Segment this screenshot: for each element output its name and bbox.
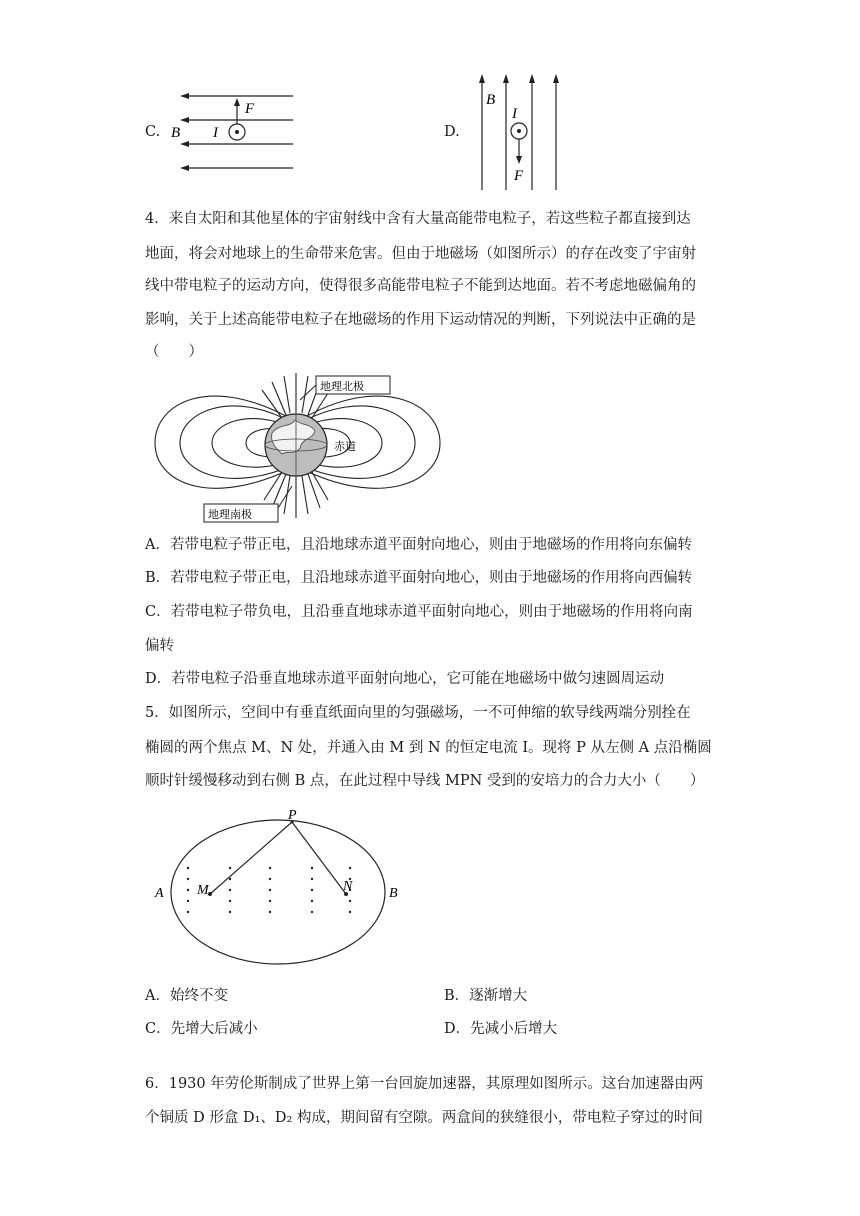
q5-option-b: B．逐渐增大: [444, 988, 528, 1004]
q4-stem-line-2: 地面，将会对地球上的生命带来危害。但由于地磁场（如图所示）的存在改变了宇宙射: [145, 246, 696, 262]
q4-stem-line-4: 影响，关于上述高能带电粒子在地磁场的作用下运动情况的判断，下列说法中正确的是: [145, 312, 696, 328]
north-pole-label: 地理北极: [320, 381, 364, 393]
q5-stem-line-1: 5．如图所示，空间中有垂直纸面向里的匀强磁场，一不可伸缩的软导线两端分别拴在: [145, 705, 691, 721]
q3-figure-c: [165, 86, 300, 176]
q3-option-c-label: C.: [145, 124, 161, 140]
q4-answer-bracket: （ ）: [145, 344, 203, 360]
q5-option-a: A．始终不变: [145, 988, 228, 1004]
field-label: B: [171, 125, 181, 141]
force-label: F: [245, 101, 255, 117]
earth-magnetic-field-figure: [150, 368, 450, 528]
field-label: B: [486, 92, 496, 108]
south-pole-label: 地理南极: [208, 509, 252, 521]
q4-stem-line-3: 线中带电粒子的运动方向，使得很多高能带电粒子不能到达地面。若不考虑地磁偏角的: [145, 278, 696, 294]
equator-label: 赤道: [334, 441, 356, 453]
force-label: F: [514, 168, 524, 184]
q6-stem-line-2: 个铜质 D 形盒 D₁、D₂ 构成，期间留有空隙。两盒间的狭缝很小，带电粒子穿过的时间: [145, 1110, 703, 1126]
q3-figure-d: [470, 68, 570, 192]
q4-option-c: C．若带电粒子带负电，且沿垂直地球赤道平面射向地心，则由于地磁场的作用将向南: [145, 604, 693, 620]
wire-mpn: [210, 822, 346, 894]
point-a-label: A: [155, 886, 164, 901]
q4-option-c-continued: 偏转: [145, 638, 174, 654]
point-p-label: P: [288, 808, 297, 823]
point-b-label: B: [389, 886, 398, 901]
current-label: I: [512, 106, 517, 122]
q4-stem-line-1: 4．来自太阳和其他星体的宇宙射线中含有大量高能带电粒子，若这些粒子都直接到达: [145, 211, 691, 227]
q4-option-d: D．若带电粒子沿垂直地球赤道平面射向地心，它可能在地磁场中做匀速圆周运动: [145, 671, 665, 687]
ellipse-wire-figure: [150, 808, 410, 976]
point-m-label: M: [197, 883, 209, 898]
q4-option-a: A．若带电粒子带正电，且沿地球赤道平面射向地心，则由于地磁场的作用将向东偏转: [145, 537, 692, 553]
q4-option-b: B．若带电粒子带正电，且沿地球赤道平面射向地心，则由于地磁场的作用将向西偏转: [145, 570, 693, 586]
q5-stem-line-2: 椭圆的两个焦点 M、N 处，并通入由 M 到 N 的恒定电流 I。现将 P 从左侧 A 点沿椭圆: [145, 740, 712, 756]
q6-stem-line-1: 6．1930 年劳伦斯制成了世界上第一台回旋加速器，其原理如图所示。这台加速器由两: [145, 1076, 704, 1092]
q5-stem-line-3: 顺时针缓慢移动到右侧 B 点，在此过程中导线 MPN 受到的安培力的合力大小（ ）: [145, 773, 705, 789]
point-n-label: N: [343, 879, 353, 894]
magnetic-field-dots: [187, 867, 351, 913]
q5-option-c: C．先增大后减小: [145, 1021, 258, 1037]
current-label: I: [213, 125, 218, 141]
q3-option-d-label: D.: [444, 124, 460, 140]
q5-option-d: D．先减小后增大: [444, 1021, 558, 1037]
